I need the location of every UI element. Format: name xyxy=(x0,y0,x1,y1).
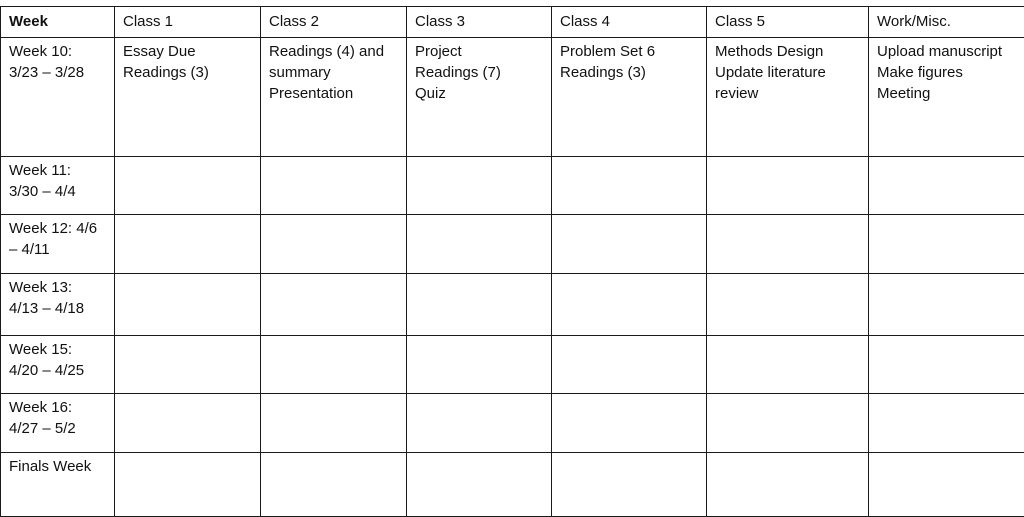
work-misc-cell xyxy=(869,215,1024,274)
header-week: Week xyxy=(1,7,115,38)
class-4-cell xyxy=(552,215,707,274)
work-misc-cell xyxy=(869,453,1024,517)
class-4-cell xyxy=(552,274,707,336)
work-misc-cell xyxy=(869,336,1024,394)
class-2-cell xyxy=(261,394,407,453)
week-cell: Week 13: 4/13 – 4/18 xyxy=(1,274,115,336)
week-cell: Finals Week xyxy=(1,453,115,517)
work-misc-cell: Upload manuscript Make figures Meeting xyxy=(869,38,1024,157)
header-class-3: Class 3 xyxy=(407,7,552,38)
class-2-cell xyxy=(261,215,407,274)
table-row xyxy=(1,336,1024,394)
class-3-cell xyxy=(407,215,552,274)
header-row xyxy=(1,7,1024,38)
class-5-cell xyxy=(707,215,869,274)
header-class-2: Class 2 xyxy=(261,7,407,38)
week-cell: Week 12: 4/6 – 4/11 xyxy=(1,215,115,274)
table-row xyxy=(1,38,1024,157)
class-2-cell xyxy=(261,157,407,215)
class-2-cell xyxy=(261,453,407,517)
week-cell: Week 15: 4/20 – 4/25 xyxy=(1,336,115,394)
class-5-cell: Methods Design Update literature review xyxy=(707,38,869,157)
class-4-cell xyxy=(552,157,707,215)
class-5-cell xyxy=(707,274,869,336)
class-4-cell xyxy=(552,394,707,453)
class-5-cell xyxy=(707,157,869,215)
table-row xyxy=(1,453,1024,517)
class-5-cell xyxy=(707,453,869,517)
class-3-cell xyxy=(407,274,552,336)
header-class-4: Class 4 xyxy=(552,7,707,38)
schedule-table xyxy=(0,6,1024,517)
work-misc-cell xyxy=(869,394,1024,453)
week-cell: Week 16: 4/27 – 5/2 xyxy=(1,394,115,453)
table-row xyxy=(1,215,1024,274)
class-3-cell xyxy=(407,157,552,215)
class-1-cell xyxy=(115,453,261,517)
class-4-cell xyxy=(552,336,707,394)
class-1-cell xyxy=(115,215,261,274)
class-2-cell xyxy=(261,274,407,336)
class-3-cell xyxy=(407,336,552,394)
class-1-cell xyxy=(115,157,261,215)
class-3-cell xyxy=(407,394,552,453)
work-misc-cell xyxy=(869,157,1024,215)
class-3-cell xyxy=(407,453,552,517)
table-row xyxy=(1,157,1024,215)
class-5-cell xyxy=(707,336,869,394)
table-row xyxy=(1,394,1024,453)
class-5-cell xyxy=(707,394,869,453)
class-1-cell xyxy=(115,274,261,336)
class-4-cell: Problem Set 6 Readings (3) xyxy=(552,38,707,157)
header-class-5: Class 5 xyxy=(707,7,869,38)
week-cell: Week 11: 3/30 – 4/4 xyxy=(1,157,115,215)
class-4-cell xyxy=(552,453,707,517)
work-misc-cell xyxy=(869,274,1024,336)
class-1-cell xyxy=(115,336,261,394)
class-2-cell xyxy=(261,336,407,394)
class-1-cell: Essay Due Readings (3) xyxy=(115,38,261,157)
class-3-cell: Project Readings (7) Quiz xyxy=(407,38,552,157)
class-2-cell: Readings (4) and summary Presentation xyxy=(261,38,407,157)
header-work-misc: Work/Misc. xyxy=(869,7,1024,38)
week-cell: Week 10: 3/23 – 3/28 xyxy=(1,38,115,157)
header-class-1: Class 1 xyxy=(115,7,261,38)
table-row xyxy=(1,274,1024,336)
class-1-cell xyxy=(115,394,261,453)
